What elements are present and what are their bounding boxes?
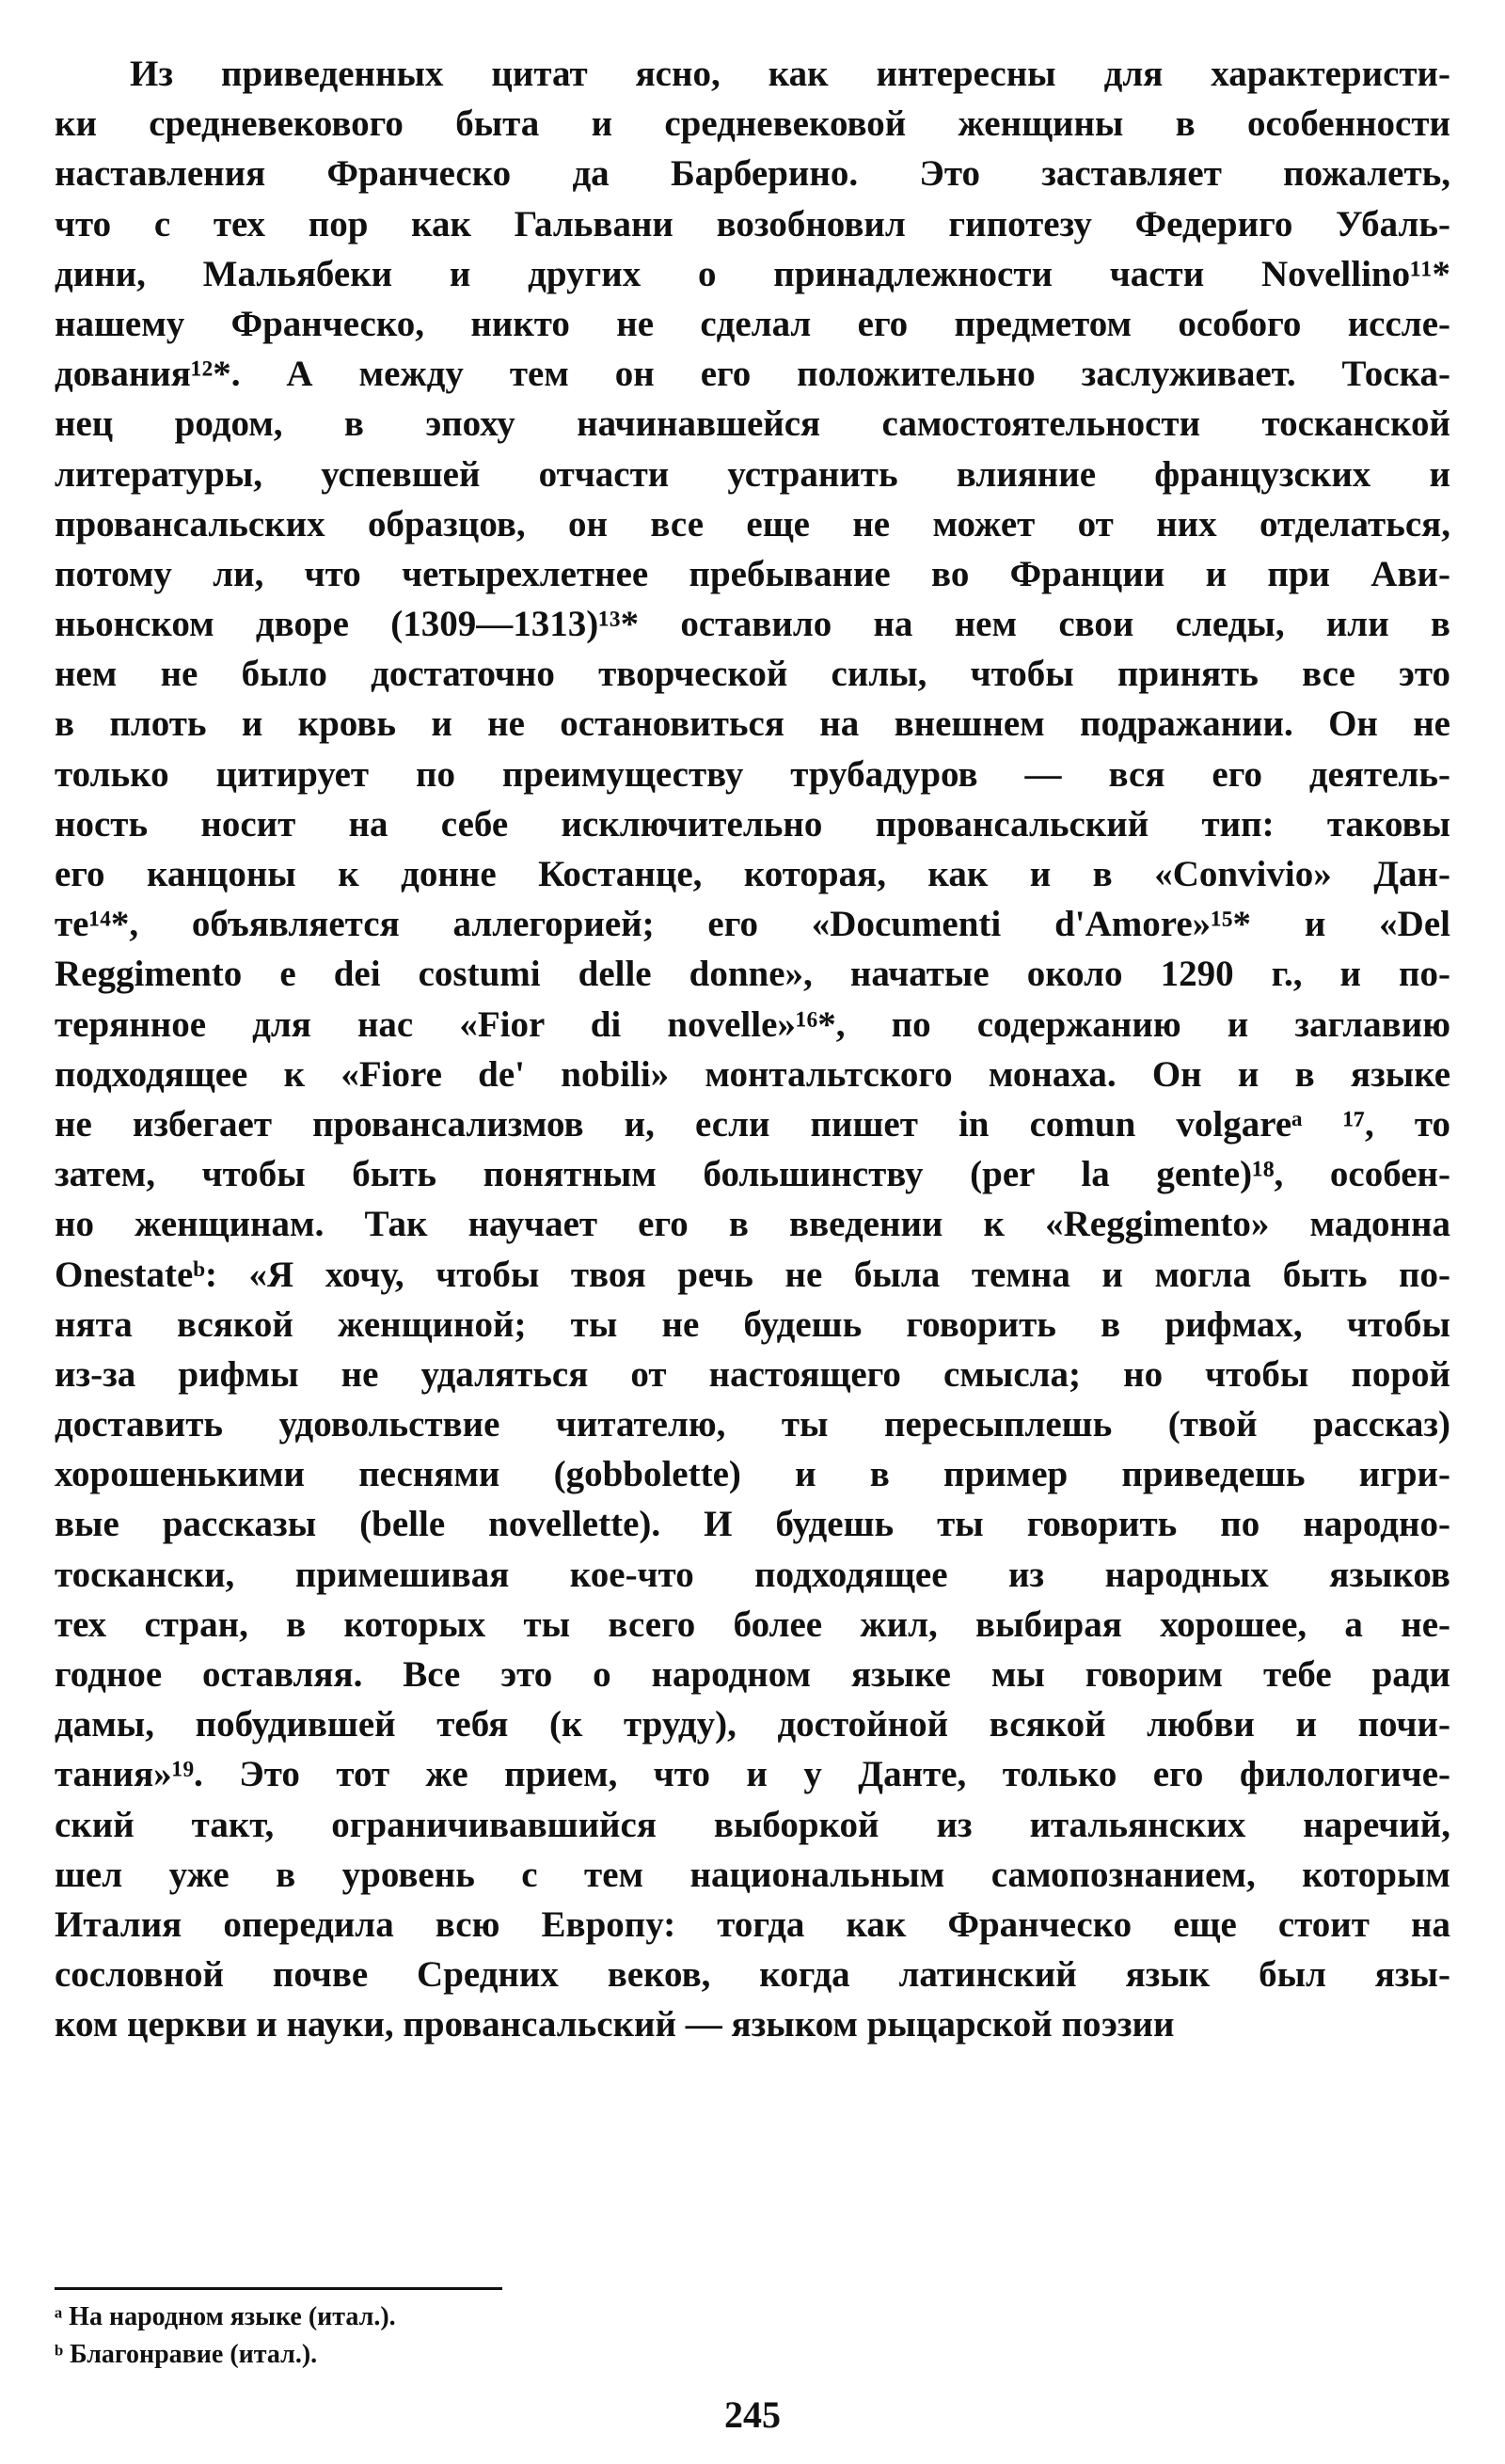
text-line: доставить удовольствие читателю, ты пересыплешь (твой рассказ) (55, 1404, 1450, 1445)
page-number: 245 (724, 2393, 781, 2436)
text-line: затем, чтобы быть понятным большинству (per la gente)¹⁸, особен- (55, 1154, 1450, 1195)
footnote-a: ᵃ На народном языке (итал.). (55, 2302, 396, 2331)
text-line: тоскански, примешивая кое-что подходящее из народных языков (55, 1554, 1450, 1595)
text-line: что с тех пор как Гальвани возобновил гипотезу Федериго Убаль- (55, 203, 1450, 245)
text-line: ность носит на себе исключительно провансальский тип: таковы (55, 803, 1450, 845)
text-line: ский такт, ограничивавшийся выборкой из итальянских наречий, (55, 1804, 1450, 1845)
text-line: нец родом, в эпоху начинавшейся самостоятельности тосканской (55, 403, 1450, 445)
text-line: тех стран, в которых ты всего более жил, выбирая хорошее, а не- (55, 1603, 1450, 1645)
text-line: ком церкви и науки, провансальский — языком рыцарской поэзии (55, 2004, 1175, 2045)
text-line: в плоть и кровь и не остановиться на внешнем подражании. Он не (55, 703, 1450, 745)
text-line: терянное для нас «Fior di novelle»¹⁶*, по содержанию и заглавию (55, 1003, 1450, 1045)
text-line: хорошенькими песнями (gobbolette) и в пример приведешь игри- (55, 1454, 1450, 1495)
text-line: дамы, побудившей тебя (к труду), достойной всякой любви и почи- (55, 1704, 1450, 1745)
footnote-divider (55, 2287, 502, 2290)
footnote-b: ᵇ Благонравие (итал.). (55, 2340, 318, 2369)
text-line: годное оставляя. Все это о народном языке мы говорим тебе ради (55, 1654, 1450, 1695)
body-text (55, 49, 1450, 2050)
text-line: только цитирует по преимуществу трубадуров — вся его деятель- (55, 753, 1450, 795)
text-line: Onestateᵇ: «Я хочу, чтобы твоя речь не была темна и могла быть по- (55, 1254, 1450, 1295)
text-line: Reggimento e dei costumi delle donne», начатые около 1290 г., и по- (55, 954, 1450, 995)
text-line: ньонском дворе (1309—1313)¹³* оставило на нем свои следы, или в (55, 604, 1450, 645)
text-line: тания»¹⁹. Это тот же прием, что и у Данте, только его филологиче- (55, 1754, 1450, 1795)
text-line: шел уже в уровень с тем национальным самопознанием, которым (55, 1854, 1450, 1895)
text-line: сословной почве Средних веков, когда латинский язык был язы- (55, 1954, 1450, 1996)
text-line: нем не было достаточно творческой силы, чтобы принять все это (55, 654, 1450, 695)
text-line: подходящее к «Fiore de' nobili» монтальтского монаха. Он и в языке (55, 1053, 1450, 1095)
text-line: нята всякой женщиной; ты не будешь говорить в рифмах, чтобы (55, 1303, 1450, 1345)
text-line: но женщинам. Так научает его в введении к «Reggimento» мадонна (55, 1204, 1450, 1245)
text-line: из-за рифмы не удаляться от настоящего смысла; но чтобы порой (55, 1353, 1450, 1395)
text-line: вые рассказы (belle novellette). И будешь ты говорить по народно- (55, 1504, 1450, 1545)
text-line: нашему Франческо, никто не сделал его предметом особого иссле- (55, 303, 1450, 344)
text-line: не избегает провансализмов и, если пишет in comun volgareᵃ ¹⁷, то (55, 1103, 1450, 1145)
footnotes (55, 2298, 1183, 2374)
text-line: дования¹²*. А между тем он его положительно заслуживает. Тоска- (55, 354, 1450, 395)
text-line: потому ли, что четырехлетнее пребывание во Франции и при Ави- (55, 553, 1450, 594)
text-line: наставления Франческо да Барберино. Это заставляет пожалеть, (55, 153, 1450, 195)
text-line: дини, Мальябеки и других о принадлежности части Novellino¹¹* (55, 253, 1450, 294)
text-line: литературы, успевшей отчасти устранить влияние французских и (55, 453, 1450, 495)
text-line: Италия опередила всю Европу: тогда как Франческо еще стоит на (55, 1903, 1450, 1945)
text-line: ки средневекового быта и средневековой женщины в особенности (55, 103, 1450, 145)
text-line: его канцоны к донне Костанце, которая, как и в «Convivio» Дан- (55, 854, 1450, 894)
text-line: Из приведенных цитат ясно, как интересны для характеристи- (130, 54, 1450, 94)
text-line: те¹⁴*, объявляется аллегорией; его «Documenti d'Amore»¹⁵* и «Del (55, 904, 1450, 945)
text-line: провансальских образцов, он все еще не может от них отделаться, (55, 503, 1450, 545)
